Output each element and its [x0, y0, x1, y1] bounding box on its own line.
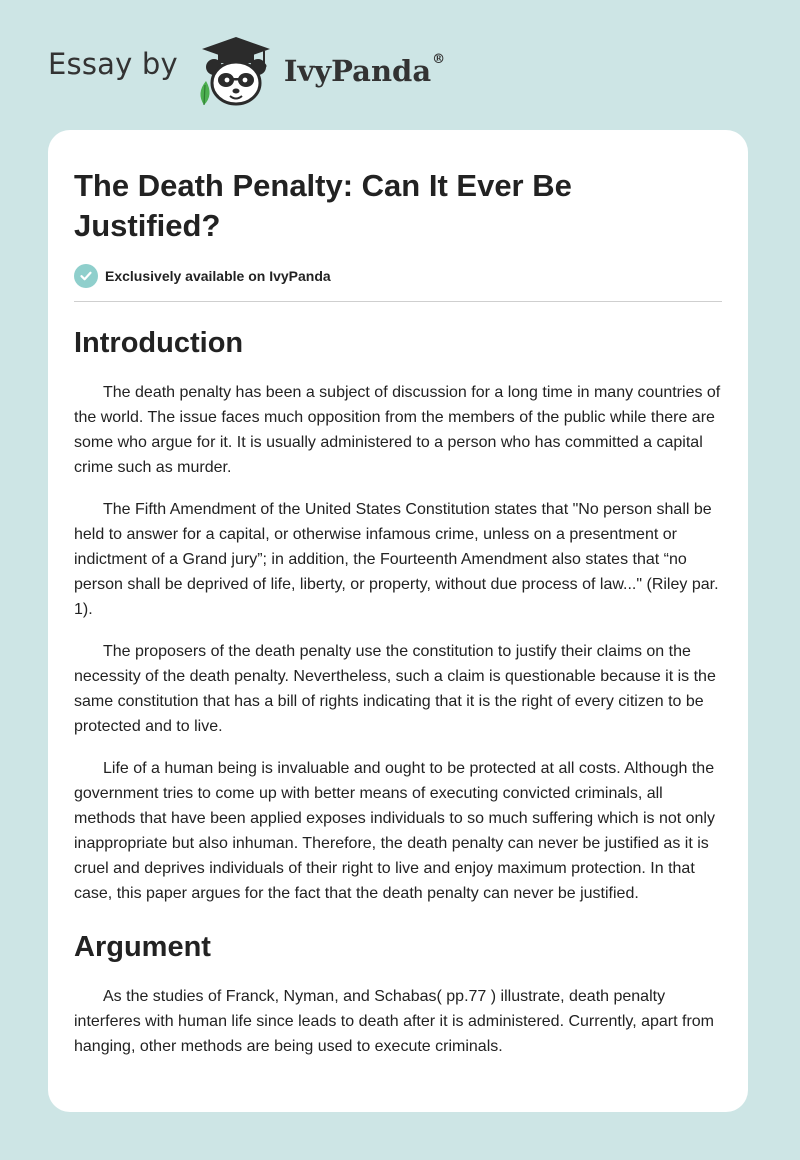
- registered-mark: ®: [432, 52, 446, 67]
- brand-text: IvyPanda: [283, 54, 432, 88]
- section-heading-introduction: Introduction: [74, 327, 244, 359]
- essay-by-label: Essay by: [48, 47, 178, 81]
- paragraph: The proposers of the death penalty use the constitution to justify their claims on the necessity of the death penalty. Nevertheless, such a claim is questionable because it is the same constitution that has a bill of rights indicating that it is the right of every citizen to be protected and to live.: [74, 643, 716, 735]
- essay-title: The Death Penalty: Can It Ever Be Justified?: [74, 168, 572, 243]
- paragraph: The Fifth Amendment of the United States Constitution states that "No person shall be held to answer for a capital, or otherwise infamous crime, unless on a presentment or indictment of a Grand jury”; in addition, the Fourteenth Amendment also states that “no person shall be deprived of life, liberty, or property, without due process of law..." (Riley par. 1).: [74, 501, 719, 618]
- check-icon: [74, 264, 98, 288]
- section-heading-argument: Argument: [74, 931, 211, 963]
- site-header: [48, 30, 445, 110]
- paragraph: Life of a human being is invaluable and ought to be protected at all costs. Although the government tries to come up with better means of executing convicted criminals, all methods that have been applied exposes individuals to so much suffering which is not only inappropriate but also inhuman. Therefore, the death penalty can never be justified as it is cruel and deprives individuals of their right to live and enjoy maximum protection. In that case, this paper argues for the fact that the death penalty can never be justified.: [74, 760, 715, 902]
- divider: [74, 301, 722, 302]
- brand-name[interactable]: [284, 54, 445, 88]
- paragraph: The death penalty has been a subject of discussion for a long time in many countries of the world. The issue faces much opposition from the members of the public while there are some who argue for it. It is usually administered to a person who has committed a capital crime such as murder.: [74, 384, 721, 476]
- exclusive-badge: [74, 264, 722, 288]
- essay-card: [48, 130, 748, 1112]
- paragraph: As the studies of Franck, Nyman, and Schabas( pp.77 ) illustrate, death penalty interferes with human life since leads to death after it is administered. Currently, apart from hanging, other methods are being used to execute criminals.: [74, 988, 714, 1055]
- exclusive-label: Exclusively available on IvyPanda: [105, 268, 331, 284]
- panda-graduate-icon[interactable]: [192, 31, 276, 109]
